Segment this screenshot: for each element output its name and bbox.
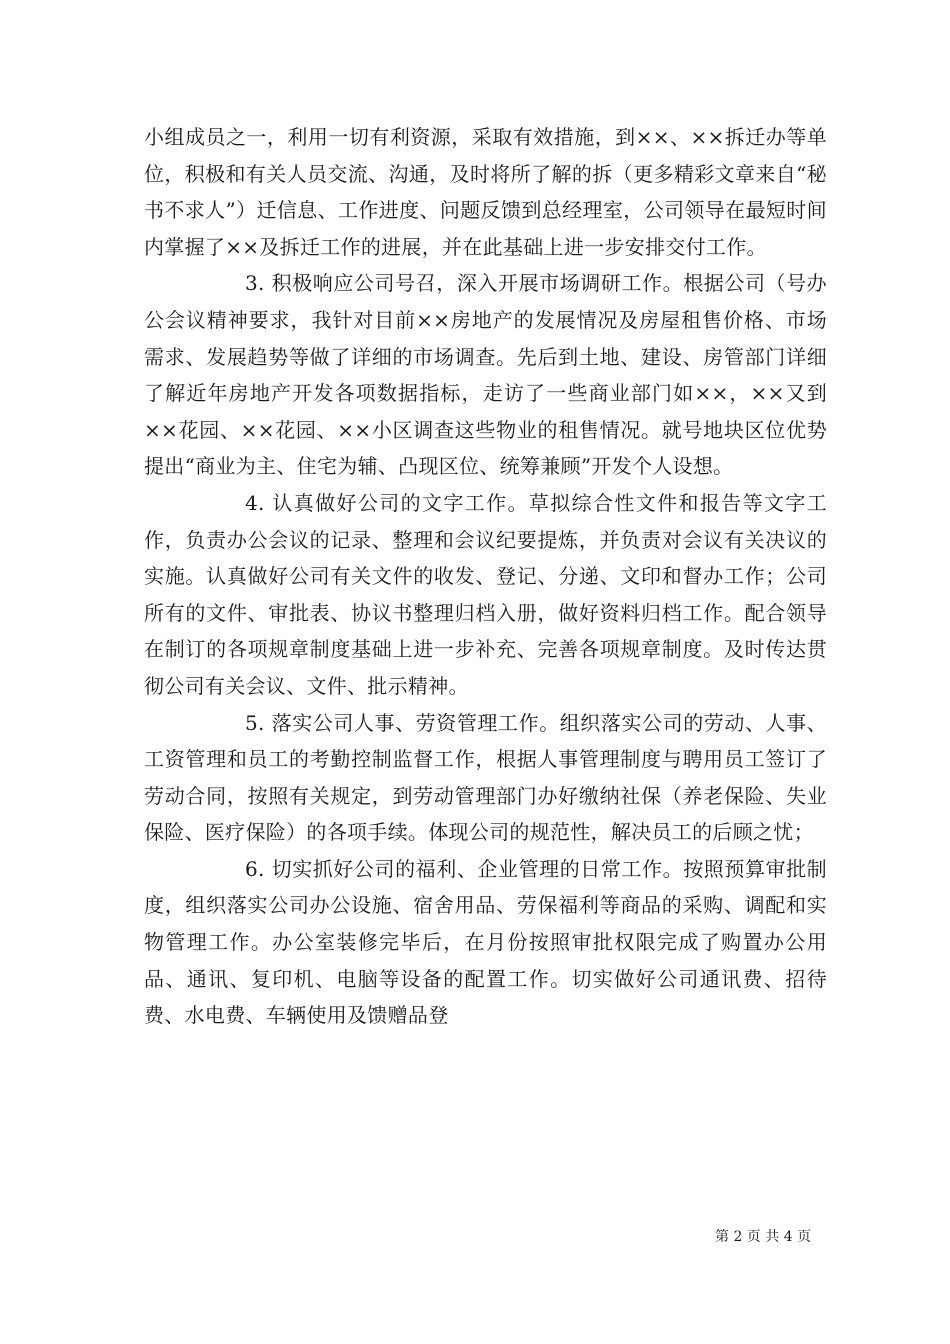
page-footer: 第 2 页 共 4 页 — [715, 1229, 812, 1245]
paragraph-item-6: 6. 切实抓好公司的福利、企业管理的日常工作。按照预算审批制度，组织落实公司办公设施、宿舍用品、劳保福利等商品的采购、调配和实物管理工作。办公室装修完毕后，在月份按照审批权限完成了购置办公用品、通讯、复印机、电脑等设备的配置工作。切实做好公司通讯费、招待费、水电费、车辆使用及馈赠品登 — [144, 856, 827, 1028]
paragraph-item-5: 5. 落实公司人事、劳资管理工作。组织落实公司的劳动、人事、工资管理和员工的考勤控制监督工作，根据人事管理制度与聘用员工签订了劳动合同，按照有关规定，到劳动管理部门办好缴纳社保（养老保险、失业保险、医疗保险）的各项手续。体现公司的规范性，解决员工的后顾之忧； — [144, 710, 827, 845]
document-body — [144, 119, 827, 1034]
paragraph-continuation: 小组成员之一，利用一切有利资源，采取有效措施，到××、××拆迁办等单位，积极和有关人员交流、沟通，及时将所了解的拆（更多精彩文章来自“秘书不求人”）迁信息、工作进度、问题反馈到总经理室，公司领导在最短时间内掌握了××及拆迁工作的进展，并在此基础上进一步安排交付工作。 — [144, 125, 827, 259]
paragraph-item-3: 3. 积极响应公司号召，深入开展市场调研工作。根据公司（号办公会议精神要求，我针对目前××房地产的发展情况及房屋租售价格、市场需求、发展趋势等做了详细的市场调查。先后到土地、建设、房管部门详细了解近年房地产开发各项数据指标，走访了一些商业部门如××，××又到××花园、××花园、××小区调查这些物业的租售情况。就号地块区位优势提出“商业为主、住宅为辅、凸现区位、统筹兼顾”开发个人设想。 — [144, 271, 827, 479]
paragraph-item-4: 4. 认真做好公司的文字工作。草拟综合性文件和报告等文字工作，负责办公会议的记录、整理和会议纪要提炼，并负责对会议有关决议的实施。认真做好公司有关文件的收发、登记、分递、文印和督办工作；公司所有的文件、审批表、协议书整理归档入册，做好资料归档工作。配合领导在制订的各项规章制度基础上进一步补充、完善各项规章制度。及时传达贯彻公司有关会议、文件、批示精神。 — [144, 490, 827, 698]
